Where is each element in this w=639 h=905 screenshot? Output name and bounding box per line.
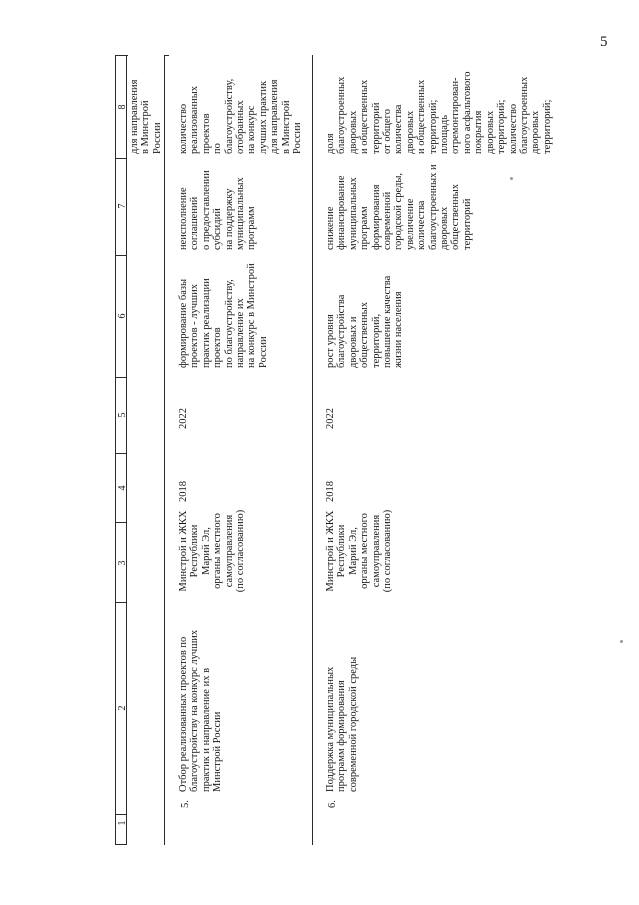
- document-page: 5 1 2 3 4 5 6 7 8 для направления в Минстрой России 5. Отбор реализованных проектов по благоустройству на конкурс лучших практик и направление их в Минстрой России Минстрой и ЖКХ Республики Марий Эл, органы местного самоуправления (по согласованию) 2018 2022 формирование базы проектов - лучших практик реализации проектов по благоустройству, направление их на конкурс в Минстрой России неисполнение соглашений о предоставлении субсидий на поддержку муниципальных программ количество реализованных проектов по благоустройству, отобранных на конкурс лучших практик для направления в Минстрой России 6. Поддержка муниципальных программ формирования современной городской среды Минстрой и ЖКХ Республики Марий Эл, органы местного самоуправления (по согласованию) 2018 2022 рост уровня благоустройства дворовых и общественных территорий, повышение качества жизни населения снижение финансирование муниципальных программ формирования современной городской среды, увеличение количества благоустроенных и дворовых общественных территорий доля благоустроенных дворовых и общественных территорий от общего количества дворовых и общественных территорий; площадь отремонтирован- ного асфальтового покрытия дворовых территорий; количество благоустроенных дворовых территорий;: [0, 0, 639, 905]
- table-col-divider: [115, 844, 127, 845]
- page-number: 5: [600, 34, 608, 50]
- table-col-divider: [115, 602, 127, 603]
- scan-speck: [620, 640, 623, 643]
- table-row-divider: [126, 55, 127, 845]
- table-col-divider: [115, 522, 127, 523]
- table-col-divider: [115, 158, 127, 159]
- table-col-divider: [115, 453, 127, 454]
- table-col-divider: [115, 377, 127, 378]
- table-row-divider: [164, 55, 165, 845]
- table-col-divider: [115, 255, 127, 256]
- table-col-divider: [115, 55, 128, 56]
- table-row-divider: [312, 55, 313, 845]
- scan-speck: [510, 177, 513, 180]
- table-col-divider: [164, 55, 169, 56]
- table-border-top: [115, 55, 116, 845]
